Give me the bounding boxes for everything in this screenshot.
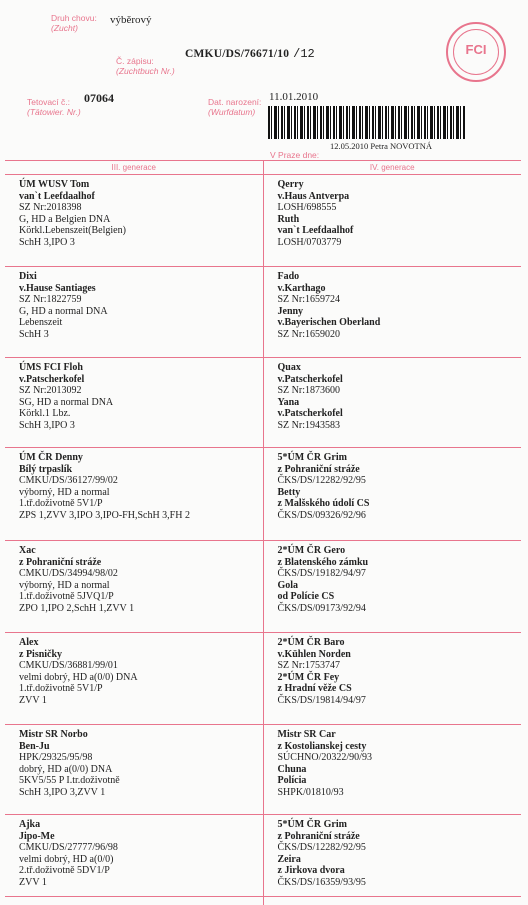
pedigree-line: 2*ÚM ČR Baro [277,637,345,648]
pedigree-line: 5*ÚM ČR Grim [277,819,347,830]
pedigree-line: z Pohraniční stráže [277,830,360,842]
third-generation-cell [5,633,264,724]
pedigree-row [5,541,521,633]
pedigree-line: v.Bayerischen Oberland [277,317,381,329]
column-header-third-generation: III. generace [5,161,264,174]
pedigree-line: velmi dobrý, HD a(0/0) DNA [19,671,138,683]
pedigree-line: Dixi [19,271,37,282]
pedigree-line: SchH 3,IPO 3,ZVV 1 [19,786,106,798]
third-generation-cell [5,358,264,447]
pedigree-line: Xac [19,545,36,556]
pedigree-line: Körkl.Lebenszeit(Belgien) [19,225,126,237]
pedigree-row [5,175,521,267]
place-date-label: V Praze dne: [270,150,320,160]
pedigree-line: Bílý trpaslík [19,463,73,475]
pedigree-line: CMKU/DS/36881/99/01 [19,660,118,672]
pedigree-line: 2*ÚM ČR Fey [277,671,340,683]
pedigree-line: dobrý, HD a(0/0) DNA [19,763,113,775]
studbook-label-de: (Zuchtbuch Nr.) [116,66,175,76]
pedigree-line: velmi dobrý, HD a(0/0) [19,853,114,865]
pedigree-line: SchH 3,IPO 3 [19,419,75,431]
studbook-label [116,56,175,76]
pedigree-line: z Hradní věže CS [277,683,352,695]
pedigree-line: LOSH/698555 [277,202,337,214]
pedigree-line: Ruth [277,213,300,225]
registration-suffix: /12 [293,47,315,61]
birth-date-label-text: Dat. narození: [208,97,262,107]
pedigree-line: z Pohraniční stráže [277,463,360,475]
pedigree-line: ČKS/DS/12282/92/95 [277,475,366,487]
pedigree-line: G, HD a normal DNA [19,305,108,317]
pedigree-line: ČKS/DS/19814/94/97 [277,694,366,706]
tattoo-label-de: (Tätowier. Nr.) [27,107,81,117]
pedigree-line: ZVV 1 [19,876,47,888]
studbook-label-text: Č. zápisu: [116,56,154,66]
pedigree-line: 2*ÚM ČR Gero [277,545,346,556]
breed-type-value: výběrový [110,14,152,26]
fourth-generation-cell [264,633,522,724]
pedigree-line: Yana [277,396,300,408]
pedigree-row [5,448,521,541]
fourth-generation-cell [264,448,522,540]
pedigree-line: ZVV 1 [19,694,47,706]
fourth-generation-cell [264,358,522,447]
pedigree-line: Quax [277,362,301,373]
pedigree-line: z Pohraniční stráže [19,556,102,568]
birth-date-label [208,97,261,117]
third-generation-cell [5,541,264,632]
pedigree-line: SZ Nr:1753747 [277,660,340,672]
third-generation-cell [5,725,264,814]
pedigree-line: Jenny [277,305,304,317]
pedigree-line: v.Karthago [277,282,326,294]
pedigree-line: ÚM WUSV Tom [19,179,90,190]
pedigree-row [5,358,521,448]
pedigree-line: v.Patscherkofel [277,408,343,420]
fourth-generation-cell [264,267,522,357]
pedigree-line: z Jirkova dvora [277,865,345,877]
pedigree-line: ÚMS FCI Floh [19,362,83,373]
pedigree-line: SZ Nr:2018398 [19,202,82,214]
pedigree-line: výborný, HD a normal [19,486,110,498]
pedigree-line: ČKS/DS/12282/92/95 [277,842,366,854]
pedigree-line: 2.tř.doživotně 5DV1/P [19,865,110,877]
pedigree-line: ČKS/DS/16359/93/95 [277,876,366,888]
pedigree-line: Ben-Ju [19,740,50,752]
fourth-generation-cell [264,541,522,632]
fourth-generation-cell [264,175,522,266]
tattoo-label [27,97,81,117]
pedigree-line: ÚM ČR Denny [19,452,83,463]
barcode [268,106,465,139]
breed-type-label-de: (Zucht) [51,23,78,33]
birth-date-label-de: (Wurfdatum) [208,107,256,117]
tattoo-label-text: Tetovací č.: [27,97,70,107]
pedigree-rows [5,175,521,905]
pedigree-line: ZPO 1,IPO 2,SchH 1,ZVV 1 [19,602,135,614]
pedigree-line: SchH 3 [19,328,49,340]
pedigree-table [5,160,521,897]
pedigree-header [5,161,521,175]
pedigree-line: SG, HD a normal DNA [19,396,114,408]
third-generation-cell [5,175,264,266]
pedigree-line: v.Kühlen Norden [277,648,351,660]
pedigree-line: 1.tř.doživotně 5V1/P [19,498,103,510]
pedigree-line: výborný, HD a normal [19,579,110,591]
pedigree-line: Polícia [277,775,307,787]
pedigree-line: SZ Nr:1873600 [277,385,340,397]
pedigree-line: 5KV5/55 P I.tr.doživotně [19,775,120,787]
issue-note: 12.05.2010 Petra NOVOTNÁ [330,141,432,151]
pedigree-line: z Blatenského zámku [277,556,369,568]
pedigree-line: CMKU/DS/27777/96/98 [19,842,118,854]
pedigree-line: ČKS/DS/09173/92/94 [277,602,366,614]
pedigree-line: SZ Nr:1943583 [277,419,340,431]
pedigree-row [5,267,521,358]
third-generation-cell [5,448,264,540]
pedigree-line: HPK/29325/95/98 [19,752,93,764]
pedigree-row [5,633,521,725]
pedigree-row [5,815,521,905]
pedigree-line: SZ Nr:1659724 [277,294,340,306]
registration-number-block [185,44,315,62]
pedigree-line: z Kostolianskej cesty [277,740,367,752]
pedigree-line: SZ Nr:2013092 [19,385,82,397]
pedigree-line: SZ Nr:1659020 [277,328,340,340]
pedigree-line: Gola [277,579,299,591]
pedigree-line: od Polície CS [277,591,335,603]
pedigree-line: ZPS 1,ZVV 3,IPO 3,IPO-FH,SchH 3,FH 2 [19,509,190,521]
pedigree-line: LOSH/0703779 [277,236,342,248]
pedigree-line: CMKU/DS/34994/98/02 [19,568,118,580]
fourth-generation-cell [264,815,522,905]
pedigree-line: van`t Leefdaalhof [19,190,95,202]
pedigree-line: Mistr SR Car [277,729,336,740]
pedigree-line: ČKS/DS/19182/94/97 [277,568,366,580]
fci-logo-text: FCI [465,42,487,57]
pedigree-line: v.Haus Antverpa [277,190,350,202]
fourth-generation-cell [264,725,522,814]
pedigree-line: SchH 3,IPO 3 [19,236,75,248]
pedigree-line: ČKS/DS/09326/92/96 [277,509,366,521]
pedigree-line: van`t Leefdaalhof [277,225,354,237]
pedigree-row [5,725,521,815]
pedigree-line: CMKU/DS/36127/99/02 [19,475,118,487]
pedigree-line: v.Patscherkofel [19,373,85,385]
pedigree-line: Ajka [19,819,41,830]
pedigree-line: SÚCHNO/20322/90/93 [277,752,372,764]
pedigree-line: Betty [277,486,301,498]
pedigree-line: SZ Nr:1822759 [19,294,82,306]
pedigree-line: 1.tř.doživotně 5JVQ1/P [19,591,114,603]
birth-date-value: 11.01.2010 [269,91,319,103]
pedigree-line: 1.tř.doživotně 5V1/P [19,683,103,695]
pedigree-line: v.Hause Santiages [19,282,96,294]
pedigree-line: v.Patscherkofel [277,373,343,385]
pedigree-line: 5*ÚM ČR Grim [277,452,347,463]
third-generation-cell [5,267,264,357]
pedigree-line: Mistr SR Norbo [19,729,88,740]
breed-type-label-text: Druh chovu: [51,13,97,23]
tattoo-value: 07064 [84,91,114,105]
pedigree-line: Jipo-Me [19,830,55,842]
column-header-fourth-generation: IV. generace [369,163,415,172]
third-generation-cell [5,815,264,905]
pedigree-line: Chuna [277,763,307,775]
pedigree-line: Lebenszeit [19,317,63,329]
pedigree-line: z Malšského údolí CS [277,498,370,510]
pedigree-line: Körkl.1 Lbz. [19,408,71,420]
pedigree-line: Qerry [277,179,304,190]
pedigree-line: SHPK/01810/93 [277,786,344,798]
pedigree-line: Fado [277,271,300,282]
fci-logo [446,22,506,82]
pedigree-line: Alex [19,637,39,648]
pedigree-line: z Pisničky [19,648,63,660]
pedigree-line: G, HD a Belgien DNA [19,213,111,225]
registration-number: CMKU/DS/76671/10 [185,48,290,60]
breed-type-label [51,13,97,33]
pedigree-line: Zeira [277,853,301,865]
